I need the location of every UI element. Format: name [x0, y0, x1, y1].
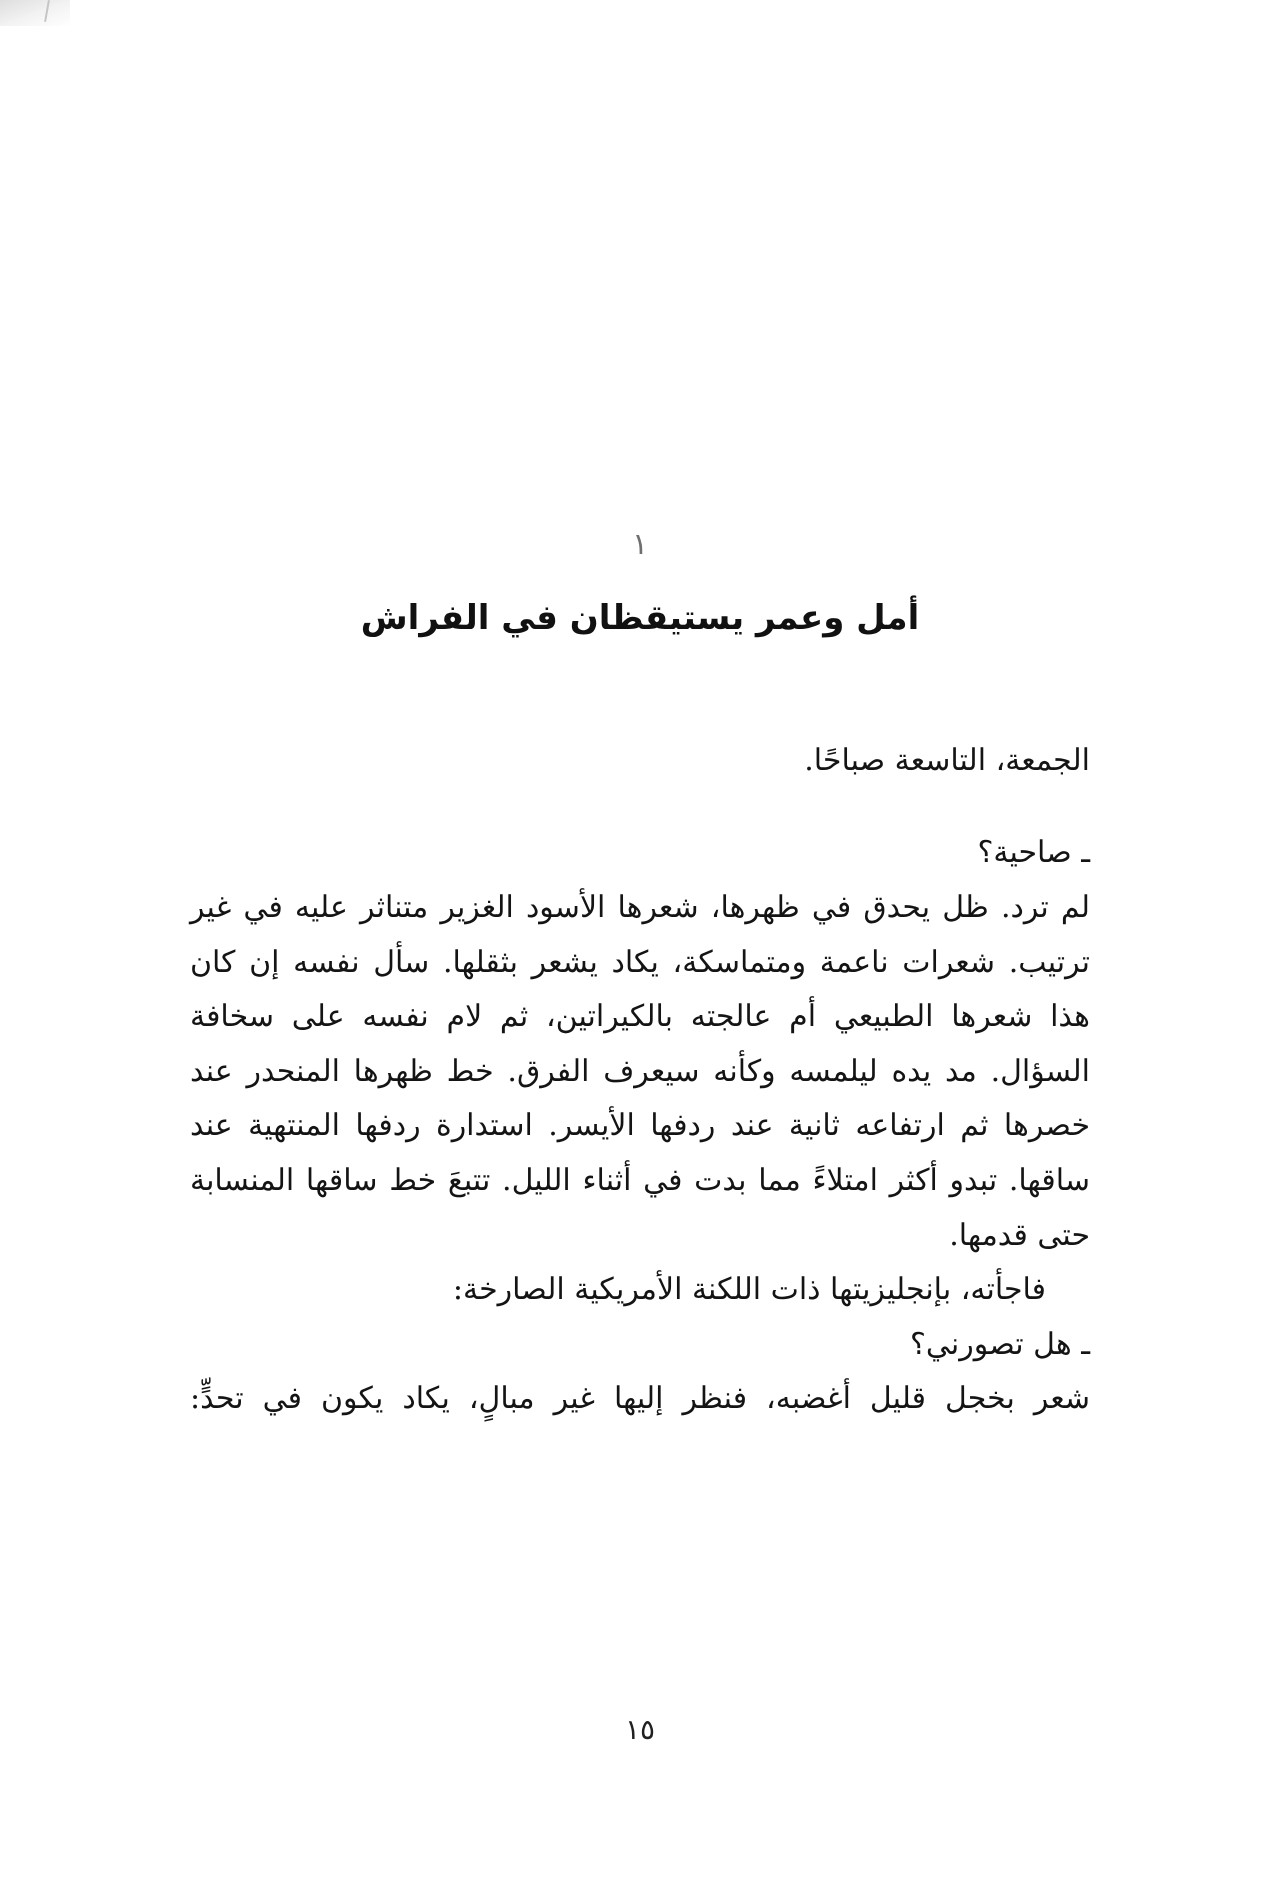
body-text: [190, 734, 1090, 1427]
chapter-title: أمل وعمر يستيقظان في الفراش: [360, 598, 920, 638]
paragraph-3: شعر بخجل قليل أغضبه، فنظر إليها غير مبالٍ، يكاد يكون في تحدٍّ:: [190, 1381, 1090, 1417]
dialogue-line-2: ـ هل تصورني؟: [909, 1326, 1090, 1362]
dialogue-line-1: ـ صاحية؟: [977, 835, 1090, 871]
page-number: ١٥: [624, 1713, 656, 1746]
page-content: [190, 527, 1090, 1427]
paragraph-2: فاجأته، بإنجليزيتها ذات اللكنة الأمريكية الصارخة:: [452, 1272, 1046, 1308]
scan-artifact-corner: [0, 0, 70, 26]
chapter-number: ١: [631, 527, 649, 562]
timestamp-line: الجمعة، التاسعة صباحًا.: [804, 742, 1090, 778]
paragraph-1: لم ترد. ظل يحدق في ظهرها، شعرها الأسود الغزير متناثر عليه في غير ترتيب. شعرات ناعمة ومتماسكة، يكاد يشعر بثقلها. سأل نفسه إن كان هذا شعرها الطبيعي أم عالجته بالكيراتين، ثم لام نفسه على سخافة السؤال. مد يده ليلمسه وكأنه سيعرف الفرق. خط ظهرها المنحدر عند خصرها ثم ارتفاعه ثانية عند ردفها الأيسر. استدارة ردفها المنتهية عند ساقها. تبدو أكثر امتلاءً مما بدت في أثناء الليل. تتبعَ خط ساقها المنسابة حتى قدمها.: [190, 890, 1090, 1253]
